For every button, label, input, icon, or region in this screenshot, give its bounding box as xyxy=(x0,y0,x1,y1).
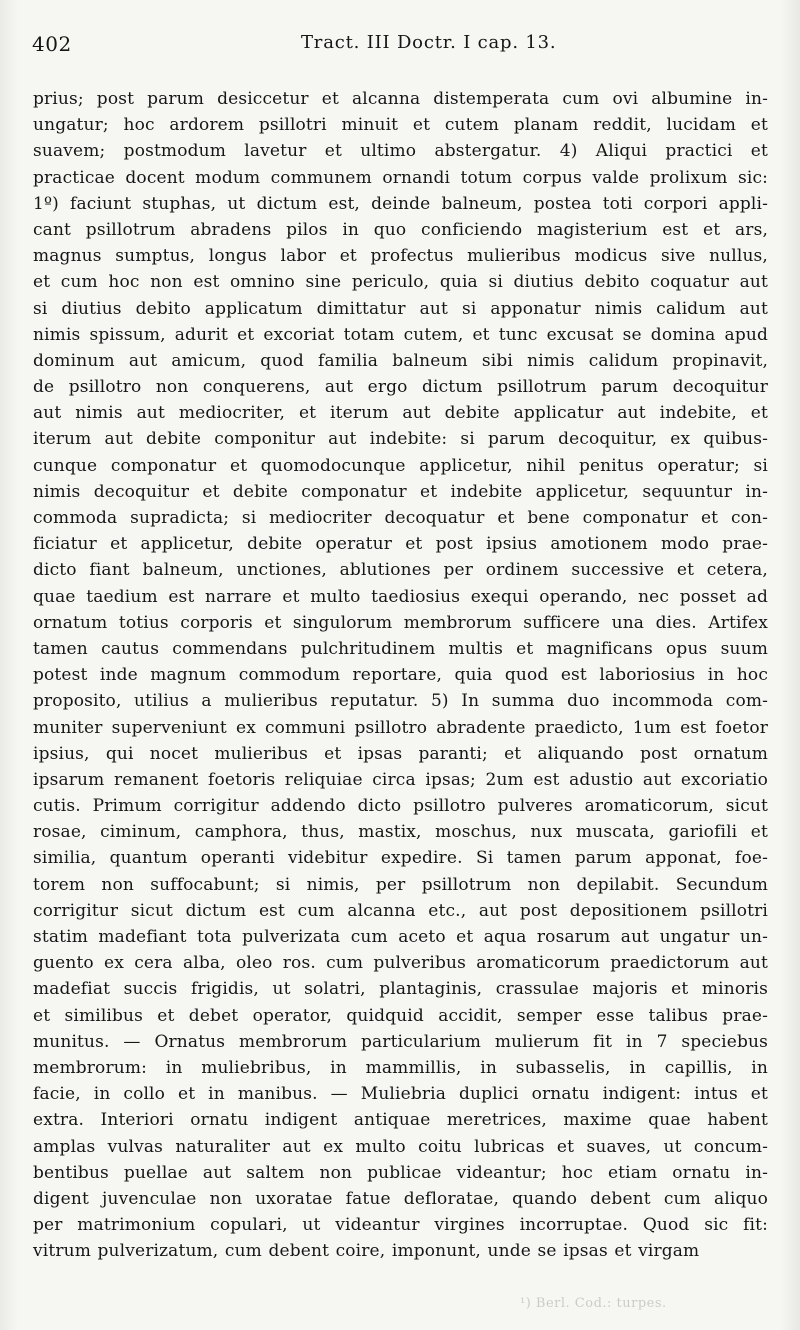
page-header xyxy=(32,32,768,62)
text-line: statim madefiant tota pulverizata cum aceto et aqua rosarum aut ungatur un- xyxy=(33,927,768,947)
text-line: rosae, ciminum, camphora, thus, mastix, moschus, nux muscata, gariofili et xyxy=(33,822,768,843)
text-line: prius; post parum desiccetur et alcanna distemperata cum ovi albumine in- xyxy=(33,89,768,109)
text-line: de psillotro non conquerens, aut ergo dictum psillotrum parum decoquitur xyxy=(33,377,768,398)
text-line: ipsius, qui nocet mulieribus et ipsas paranti; et aliquando post ornatum xyxy=(33,743,768,764)
text-line: nimis spissum, adurit et excoriat totam cutem, et tunc excusat se domina apud xyxy=(33,324,768,345)
text-line: ipsarum remanent foetoris reliquiae circa ipsas; 2um est adustio aut excoriatio xyxy=(33,769,768,790)
text-line: 1º) faciunt stuphas, ut dictum est, deinde balneum, postea toti corpori appli- xyxy=(33,193,768,214)
text-line: practicae docent modum communem ornandi totum corpus valde prolixum sic: xyxy=(33,167,768,188)
text-line: quae taedium est narrare et multo taediosius exequi operando, nec posset ad xyxy=(33,586,768,607)
text-line: membrorum: in muliebribus, in mammillis, in subasselis, in capillis, in xyxy=(33,1057,768,1078)
text-line: proposito, utilius a mulieribus reputatur. 5) In summa duo incommoda com- xyxy=(33,691,768,712)
text-line: nimis decoquitur et debite componatur et indebite applicetur, sequuntur in- xyxy=(33,481,768,502)
text-line: digent juvenculae non uxoratae fatue defloratae, quando debent cum aliquo xyxy=(33,1188,768,1209)
text-line: et similibus et debet operator, quidquid accidit, semper esse talibus prae- xyxy=(33,1005,768,1026)
text-line: iterum aut debite componitur aut indebite: si parum decoquitur, ex quibus- xyxy=(33,429,768,450)
text-line: suavem; postmodum lavetur et ultimo abstergatur. 4) Aliqui practici et xyxy=(33,141,768,162)
body-text xyxy=(33,86,768,1264)
text-line: dominum aut amicum, quod familia balneum sibi nimis calidum propinavit, xyxy=(33,350,768,371)
text-line: torem non suffocabunt; si nimis, per psillotrum non depilabit. Secundum xyxy=(33,874,768,895)
text-line: corrigitur sicut dictum est cum alcanna etc., aut post depositionem psillotri xyxy=(33,900,768,921)
text-line: ficiatur et applicetur, debite operatur et post ipsius amotionem modo prae- xyxy=(33,534,768,555)
text-line: commoda supradicta; si mediocriter decoquatur et bene componatur et con- xyxy=(33,508,768,528)
text-line: tamen cautus commendans pulchritudinem multis et magnificans opus suum xyxy=(33,638,768,659)
text-line: cant psillotrum abradens pilos in quo conficiendo magisterium est et ars, xyxy=(33,219,768,240)
text-line: si diutius debito applicatum dimittatur aut si apponatur nimis calidum aut xyxy=(33,298,768,319)
text-line: munitus. — Ornatus membrorum particularium mulierum fit in 7 speciebus xyxy=(33,1031,768,1052)
text-line: extra. Interiori ornatu indigent antiquae meretrices, maxime quae habent xyxy=(33,1110,768,1131)
page-number: 402 xyxy=(32,32,72,56)
text-line: cunque componatur et quomodocunque applicetur, nihil penitus operatur; si xyxy=(33,455,768,476)
text-line: ungatur; hoc ardorem psillotri minuit et cutem planam reddit, lucidam et xyxy=(33,115,768,136)
text-line: per matrimonium copulari, ut videantur virgines incorruptae. Quod sic fit: xyxy=(33,1215,768,1236)
text-line: similia, quantum operanti videbitur expedire. Si tamen parum apponat, foe- xyxy=(33,848,768,869)
text-line: cutis. Primum corrigitur addendo dicto psillotro pulveres aromaticorum, sicut xyxy=(33,796,768,817)
footnote-bleed: ¹) Berl. Cod.: turpes. xyxy=(520,1296,667,1311)
text-line: aut nimis aut mediocriter, et iterum aut debite applicatur aut indebite, et xyxy=(33,403,768,424)
text-line: magnus sumptus, longus labor et profectus mulieribus modicus sive nullus, xyxy=(33,246,768,267)
text-line: guento ex cera alba, oleo ros. cum pulveribus aromaticorum praedictorum aut xyxy=(33,953,768,974)
text-line: bentibus puellae aut saltem non publicae videantur; hoc etiam ornatu in- xyxy=(33,1162,768,1183)
text-line: amplas vulvas naturaliter aut ex multo coitu lubricas et suaves, ut concum- xyxy=(33,1136,768,1157)
text-line: dicto fiant balneum, unctiones, ablutiones per ordinem successive et cetera, xyxy=(33,560,768,581)
text-line: muniter superveniunt ex communi psillotro abradente praedicto, 1um est foetor xyxy=(33,717,768,738)
text-line: potest inde magnum commodum reportare, quia quod est laboriosius in hoc xyxy=(33,665,768,686)
text-line: et cum hoc non est omnino sine periculo, quia si diutius debito coquatur aut xyxy=(33,272,768,293)
running-head: Tract. III Doctr. I cap. 13. xyxy=(301,32,557,53)
text-line: facie, in collo et in manibus. — Muliebria duplici ornatu indigent: intus et xyxy=(33,1084,768,1105)
text-line: madefiat succis frigidis, ut solatri, plantaginis, crassulae majoris et minoris xyxy=(33,979,768,1000)
text-line: vitrum pulverizatum, cum debent coire, imponunt, unde se ipsas et virgam xyxy=(33,1241,700,1262)
text-line: ornatum totius corporis et singulorum membrorum sufficere una dies. Artifex xyxy=(33,612,768,633)
